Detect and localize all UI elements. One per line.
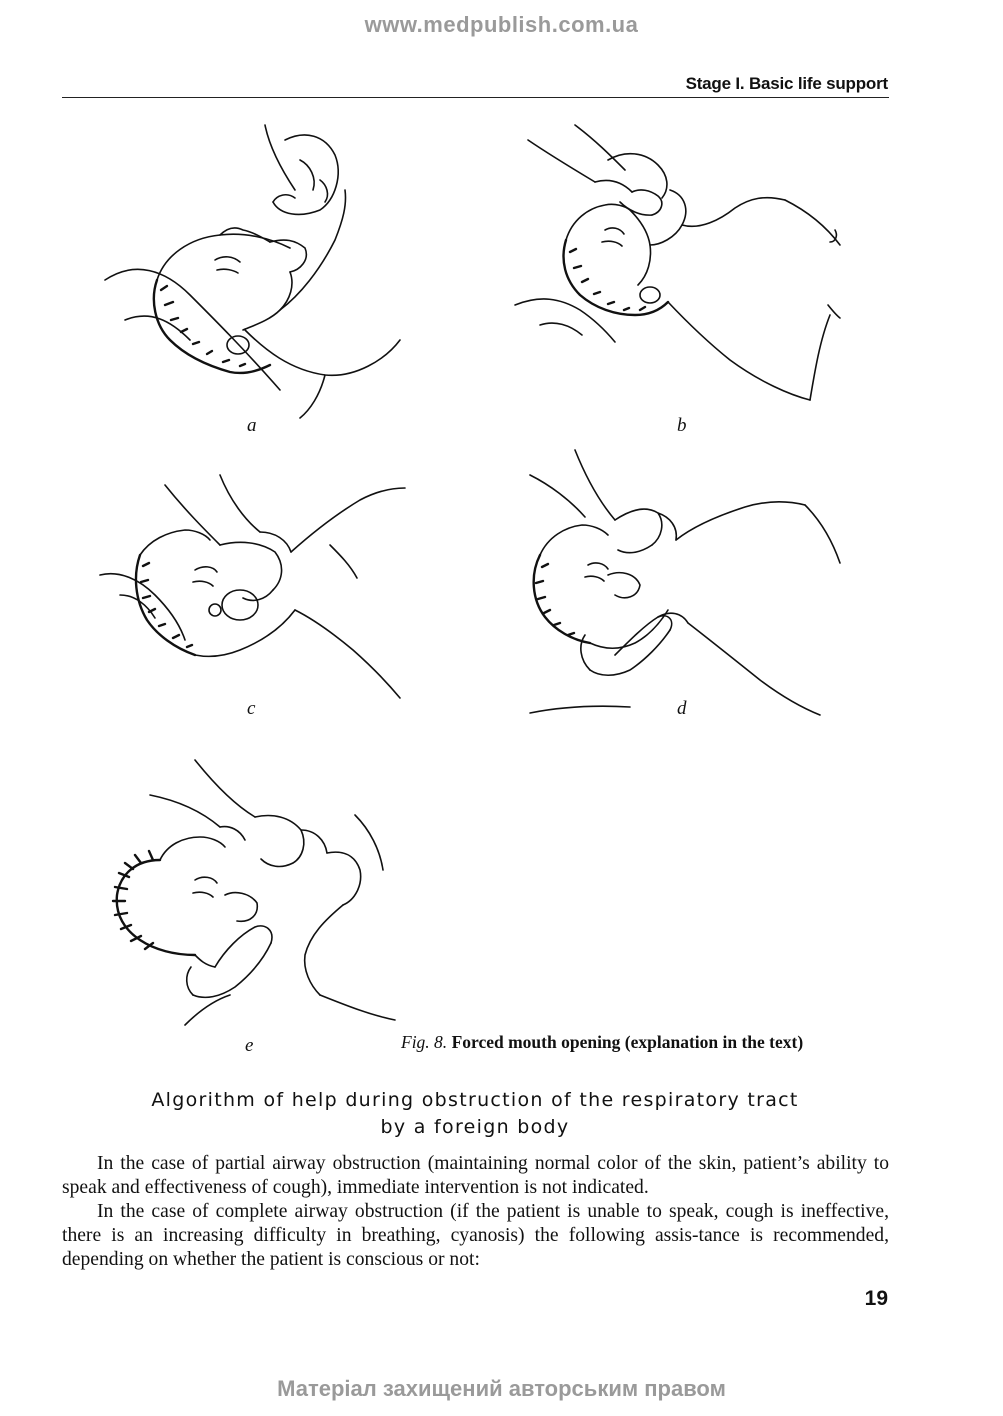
page-number: 19: [864, 1287, 888, 1310]
paragraph-1: In the case of partial airway obstruction (maintaining normal color of the skin, patient’s ability to speak and effectiveness of cough), immediate intervention is not indicated.: [62, 1153, 889, 1198]
illustration-panel-d: [520, 445, 850, 720]
section-title-line-1: Algorithm of help during obstruction of the respiratory tract: [151, 1089, 799, 1111]
panel-label-c: c: [247, 698, 256, 719]
mouth-opening-illustration-b: [510, 120, 850, 410]
figure-caption: [401, 1032, 803, 1053]
figure-caption-text: Forced mouth opening (explanation in the text): [451, 1032, 804, 1052]
watermark-top: www.medpublish.com.ua: [364, 12, 639, 37]
head-tilt-illustration-a: [95, 120, 415, 420]
body-text: [62, 1152, 889, 1272]
running-head: Stage I. Basic life support: [685, 74, 888, 93]
panel-label-e: e: [245, 1035, 254, 1056]
panel-label-a: a: [247, 415, 257, 436]
watermark-bottom: Матеріал захищений авторським правом: [277, 1376, 726, 1401]
illustration-panel-a: [95, 120, 415, 420]
jaw-lift-illustration-d: [520, 445, 850, 720]
section-title-line-2: by a foreign body: [380, 1116, 570, 1138]
header-rule: [62, 97, 889, 98]
panel-label-d: d: [677, 698, 687, 719]
crossed-finger-illustration-c: [95, 470, 415, 705]
finger-sweep-illustration-e: [105, 755, 405, 1040]
paragraph-2: In the case of complete airway obstruction (if the patient is unable to speak, cough is ineffective, there is an increasing difficulty in breathing, cyanosis) the following assis-tance is recommended, depending on whether the patient is conscious or not:: [62, 1201, 889, 1270]
figure-caption-label: Fig. 8.: [401, 1032, 448, 1052]
illustration-panel-c: [95, 470, 415, 705]
panel-label-b: b: [677, 415, 687, 436]
illustration-panel-b: [510, 120, 850, 410]
illustration-panel-e: [105, 755, 405, 1040]
section-title: [0, 1087, 950, 1141]
